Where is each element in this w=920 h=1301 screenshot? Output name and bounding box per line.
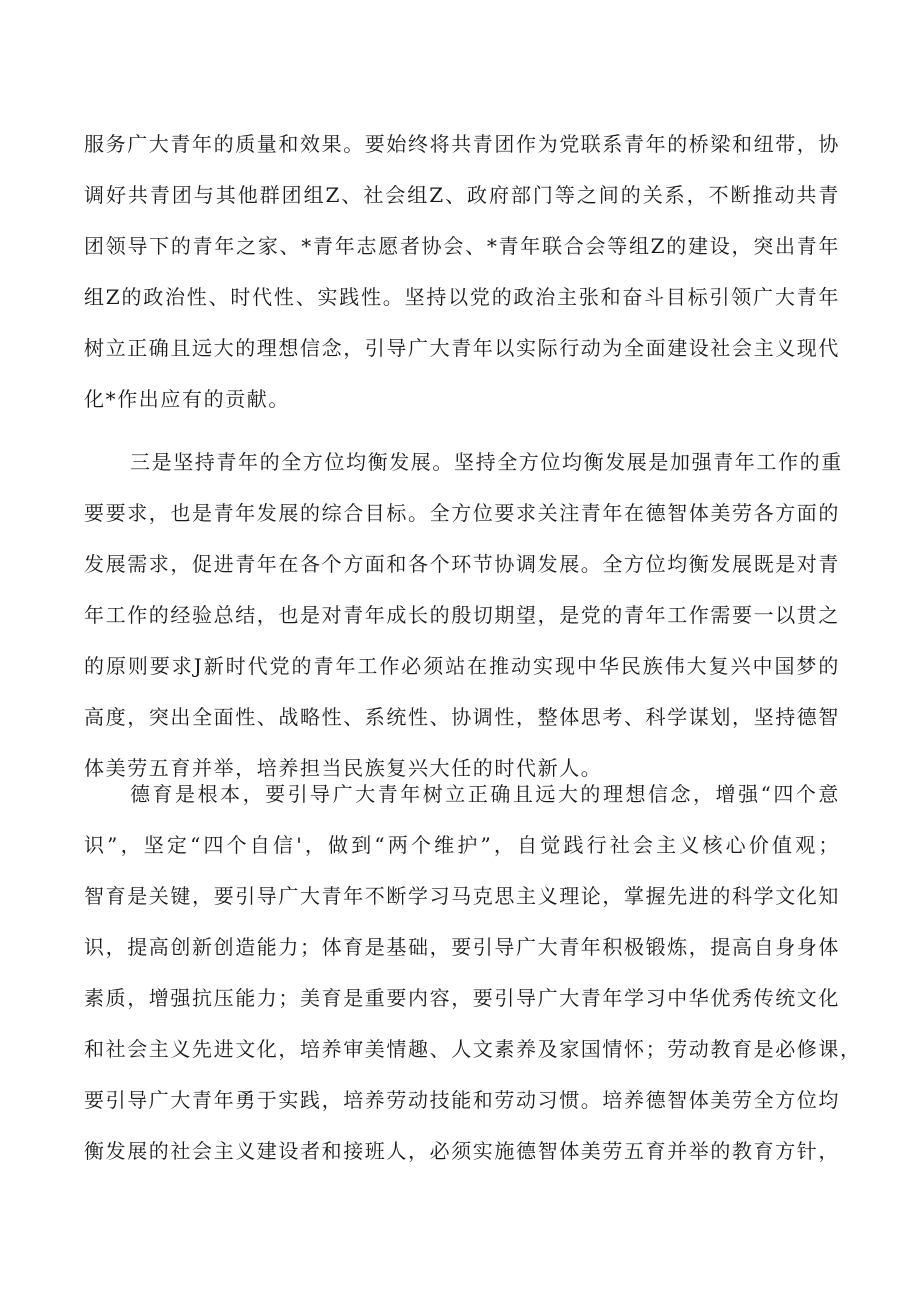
text-line: 要要求，也是青年发展的综合目标。全方位要求关注青年在德智体美劳各方面的 — [84, 501, 840, 525]
text-line: 德育是根本，要引导广大青年树立正确且远大的理想信念，增强“四个意 — [130, 782, 840, 806]
text-line: 发展需求，促进青年在各个方面和各个环节协调发展。全方位均衡发展既是对青 — [84, 552, 840, 576]
text-line: 和社会主义先进文化，培养审美情趣、人文素养及家国情怀；劳动教育是必修课， — [84, 1037, 862, 1061]
text-line: 树立正确且远大的理想信念，引导广大青年以实际行动为全面建设社会主义现代 — [84, 336, 840, 360]
text-line: 高度，突出全面性、战略性、系统性、协调性，整体思考、科学谋划，坚持德智 — [84, 705, 840, 729]
text-line: 体美劳五育并举，培养担当民族复兴大任的时代新人。 — [84, 756, 603, 780]
text-line: 调好共青团与其他群团组Z、社会组Z、政府部门等之间的关系，不断推动共青 — [84, 183, 840, 207]
text-line: 年工作的经验总结，也是对青年成长的殷切期望，是党的青年工作需要一以贯之 — [84, 603, 840, 627]
text-line: 衡发展的社会主义建设者和接班人，必须实施德智体美劳五育并举的教育方针， — [84, 1139, 840, 1163]
text-line: 要引导广大青年勇于实践，培养劳动技能和劳动习惯。培养德智体美劳全方位均 — [84, 1088, 840, 1112]
text-line: 识，提高创新创造能力；体育是基础，要引导广大青年积极锻炼，提高自身身体 — [84, 935, 840, 959]
text-line: 化*作出应有的贡献。 — [84, 387, 290, 411]
text-line: 智育是关键，要引导广大青年不断学习马克思主义理论，掌握先进的科学文化知 — [84, 884, 840, 908]
text-line: 的原则要求J新时代党的青年工作必须站在推动实现中华民族伟大复兴中国梦的 — [84, 654, 840, 678]
text-line: 服务广大青年的质量和效果。要始终将共青团作为党联系青年的桥梁和纽带，协 — [84, 132, 840, 156]
text-line: 素质，增强抗压能力；美育是重要内容，要引导广大青年学习中华优秀传统文化 — [84, 986, 840, 1010]
text-line: 识”，坚定“四个自信'，做到“两个维护”，自觉践行社会主义核心价值观； — [84, 833, 840, 857]
text-line: 组Z的政治性、时代性、实践性。坚持以党的政治主张和奋斗目标引领广大青年 — [84, 285, 840, 309]
text-line: 三是坚持青年的全方位均衡发展。坚持全方位均衡发展是加强青年工作的重 — [130, 450, 843, 474]
text-line: 团领导下的青年之家、*青年志愿者协会、*青年联合会等组Z的建设，突出青年 — [84, 234, 840, 258]
